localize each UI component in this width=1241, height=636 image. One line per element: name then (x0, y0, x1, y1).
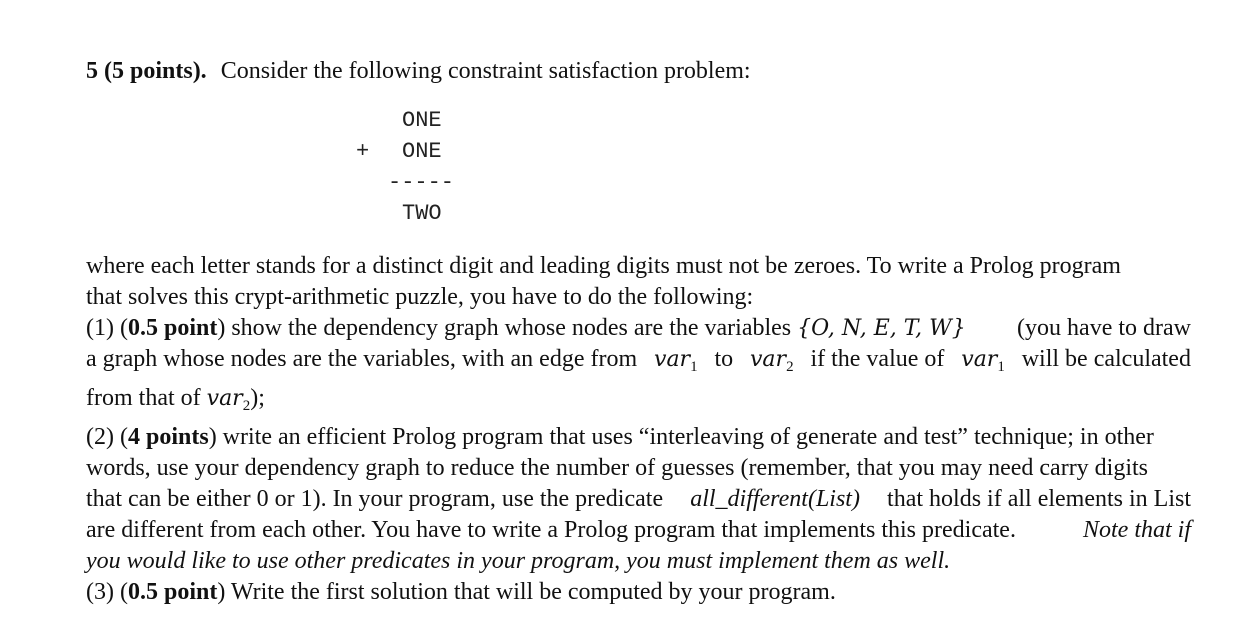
part-2-note: Note that if (1083, 517, 1191, 543)
part-2-text: are different from each other. You have to write a Prolog program that implements this predicate. (86, 517, 1016, 543)
part-2-points: 4 points (127, 424, 209, 450)
question-number: 5 (5 points). (86, 58, 207, 84)
part-3-text: ) Write the first solution that will be computed by your program. (217, 579, 836, 605)
question-body (86, 251, 1191, 608)
puzzle-operand-1: ONE (402, 108, 442, 133)
var2-subscript: 2 (786, 359, 794, 375)
part-2-line (86, 546, 1191, 577)
puzzle-result: TWO (402, 201, 442, 226)
variable-set: {O, N, E, T, W} (797, 316, 966, 341)
part-2-line: words, use your dependency graph to reduce the number of guesses (remember, that you may need carry digits (86, 455, 1149, 481)
var2-symbol: var (206, 386, 243, 411)
var1-symbol: var (961, 347, 998, 372)
puzzle-plus-sign: + (356, 139, 370, 164)
part-2-text: ) write an efficient Prolog program that uses “interleaving of generate and test” technique; in other (208, 424, 1154, 450)
var2-symbol: var (750, 347, 787, 372)
part-1-prefix: (1) ( (86, 315, 128, 341)
part-1-line (86, 344, 1191, 383)
var1-subscript: 1 (997, 359, 1005, 375)
part-2-text: that can be either 0 or 1). In your program, use the predicate (86, 486, 664, 512)
question-heading (86, 56, 751, 86)
part-2-note: you would like to use other predicates in your program, you must implement them as well. (86, 548, 951, 574)
part-2-line (86, 422, 1191, 453)
part-1-text: will be calculated (1021, 346, 1191, 372)
predicate-name: all_different(List) (690, 486, 860, 512)
var1-subscript: 1 (690, 359, 698, 375)
part-1-text: to (714, 346, 734, 372)
part-2-prefix: (2) ( (86, 424, 128, 450)
part-3-prefix: (3) ( (86, 579, 128, 605)
part-3-points: 0.5 point (127, 579, 218, 605)
part-1-text: from that of (86, 385, 201, 411)
paragraph-line: where each letter stands for a distinct digit and leading digits must not be zeroes. To write a Prolog program (86, 253, 1121, 279)
part-3-line (86, 577, 1191, 608)
part-1-line (86, 313, 1191, 344)
puzzle-sum-rule: ----- (388, 170, 455, 195)
paragraph-line: that solves this crypt-arithmetic puzzle, you have to do the following: (86, 284, 754, 310)
var2-subscript: 2 (242, 398, 251, 414)
var1-symbol: var (654, 347, 691, 372)
part-1-text: a graph whose nodes are the variables, with an edge from (86, 346, 638, 372)
part-1-text: if the value of (810, 346, 945, 372)
part-2-line (86, 515, 1191, 546)
part-1-text-end: (you have to draw (1017, 315, 1191, 341)
part-1-text: ); (250, 385, 265, 411)
part-1-points: 0.5 point (127, 315, 218, 341)
part-1-line (86, 383, 1191, 422)
part-2-text: that holds if all elements in List (887, 486, 1191, 512)
question-intro: Consider the following constraint satisfaction problem: (220, 58, 751, 84)
part-2-line (86, 484, 1191, 515)
part-1-text: ) show the dependency graph whose nodes are the variables (217, 315, 792, 341)
puzzle-operand-2: ONE (402, 139, 442, 164)
